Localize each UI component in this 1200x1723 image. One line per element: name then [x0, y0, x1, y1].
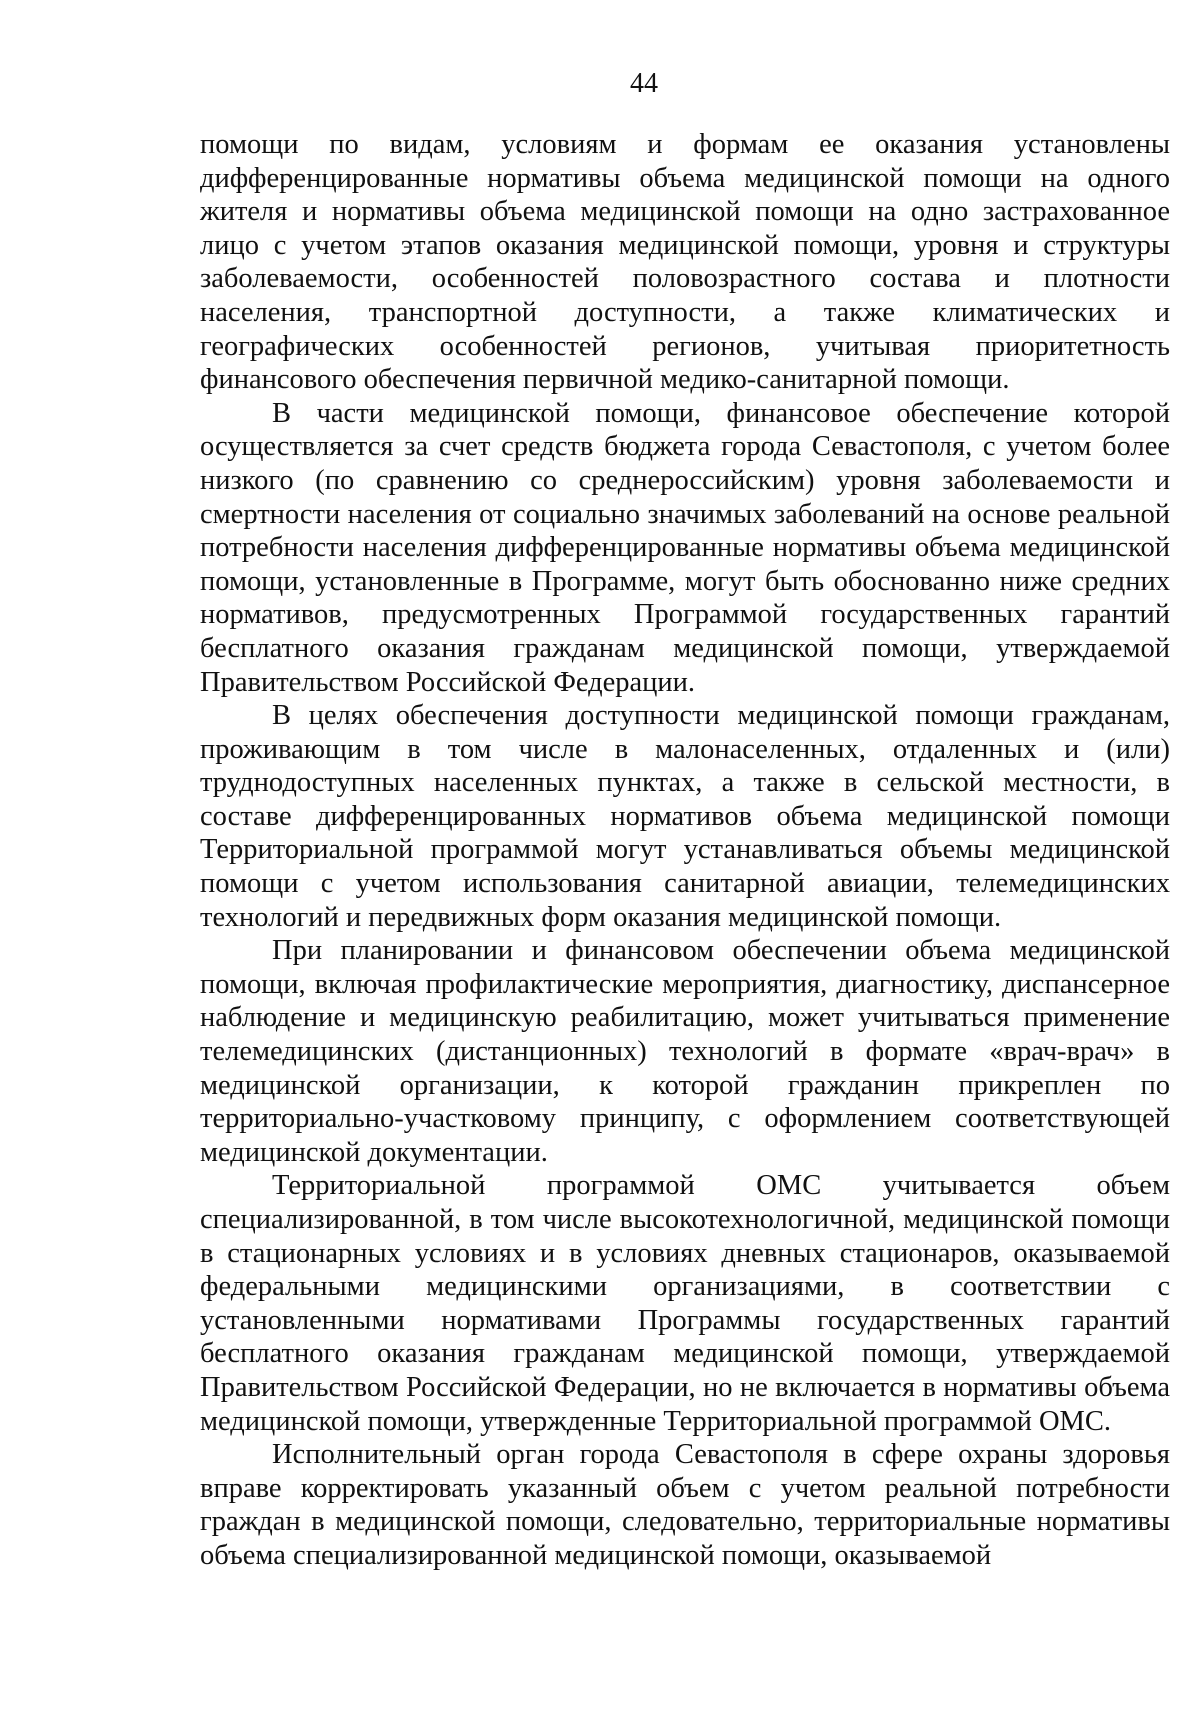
- body-text: [200, 128, 1170, 1573]
- paragraph-2: В части медицинской помощи, финансовое обеспечение которой осуществляется за счет средств бюджета города Севастополя, с учетом более низкого (по сравнению со среднероссийским) уровня заболеваемости и смертности населения от социально значимых заболеваний на основе реальной потребности населения дифференцированные нормативы объема медицинской помощи, установленные в Программе, могут быть обоснованно ниже средних нормативов, предусмотренных Программой государственных гарантий бесплатного оказания гражданам медицинской помощи, утверждаемой Правительством Российской Федерации.: [200, 397, 1170, 698]
- paragraph-1: помощи по видам, условиям и формам ее оказания установлены дифференцированные нормативы объема медицинской помощи на одного жителя и нормативы объема медицинской помощи на одно застрахованное лицо с учетом этапов оказания медицинской помощи, уровня и структуры заболеваемости, особенностей половозрастного состава и плотности населения, транспортной доступности, а также климатических и географических особенностей регионов, учитывая приоритетность финансового обеспечения первичной медико-санитарной помощи.: [200, 129, 1170, 396]
- paragraph-5: Территориальной программой ОМС учитывается объем специализированной, в том числе высокотехнологичной, медицинской помощи в стационарных условиях и в условиях дневных стационаров, оказываемой федеральными медицинскими организациями, в соответствии с установленными нормативами Программы государственных гарантий бесплатного оказания гражданам медицинской помощи, утверждаемой Правительством Российской Федерации, но не включается в нормативы объема медицинской помощи, утвержденные Территориальной программой ОМС.: [200, 1170, 1170, 1437]
- page-number: 44: [630, 68, 658, 99]
- paragraph-6: Исполнительный орган города Севастополя в сфере охраны здоровья вправе корректировать указанный объем с учетом реальной потребности граждан в медицинской помощи, следовательно, территориальные нормативы объема специализированной медицинской помощи, оказываемой: [200, 1439, 1170, 1571]
- paragraph-4: При планировании и финансовом обеспечении объема медицинской помощи, включая профилактические мероприятия, диагностику, диспансерное наблюдение и медицинскую реабилитацию, может учитываться применение телемедицинских (дистанционных) технологий в формате «врач-врач» в медицинской организации, к которой гражданин прикреплен по территориально-участковому принципу, с оформлением соответствующей медицинской документации.: [200, 935, 1170, 1168]
- paragraph-3: В целях обеспечения доступности медицинской помощи гражданам, проживающим в том числе в малонаселенных, отдаленных и (или) труднодоступных населенных пунктах, а также в сельской местности, в составе дифференцированных нормативов объема медицинской помощи Территориальной программой могут устанавливаться объемы медицинской помощи с учетом использования санитарной авиации, телемедицинских технологий и передвижных форм оказания медицинской помощи.: [200, 700, 1170, 933]
